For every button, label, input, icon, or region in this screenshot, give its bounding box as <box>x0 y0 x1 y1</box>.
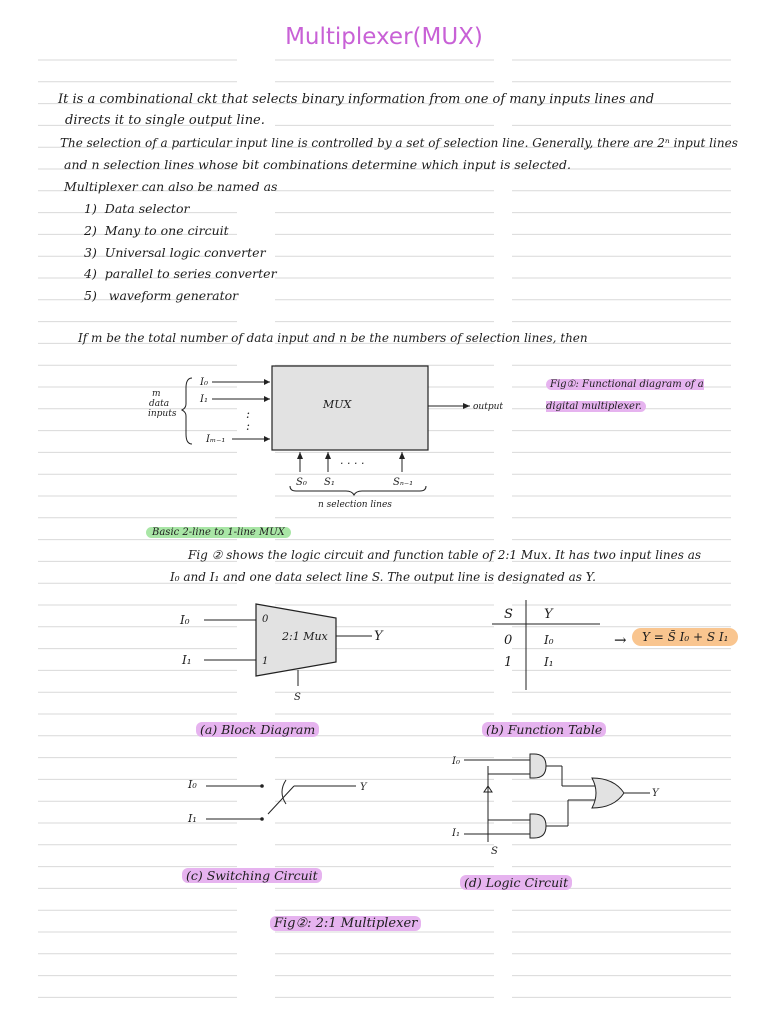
list-item-2: 2) Many to one circuit <box>84 223 229 238</box>
block-s-label: S <box>294 692 301 703</box>
arrowhead-output <box>463 403 470 409</box>
section2-para-1: Fig ② shows the logic circuit and function table of 2:1 Mux. It has two input lines as <box>188 548 702 562</box>
functional-diagram <box>140 360 520 520</box>
and-gate-top <box>530 754 546 778</box>
switching-caption: (c) Switching Circuit <box>182 868 322 883</box>
table-header-y: Y <box>544 607 553 622</box>
input-brace <box>182 378 192 444</box>
switch-y-label: Y <box>360 782 367 793</box>
switching-circuit <box>182 770 382 840</box>
arrowhead-i0 <box>264 379 270 385</box>
table-row-1-s: 0 <box>504 633 513 648</box>
list-item-3: 3) Universal logic converter <box>84 245 266 260</box>
table-row-2-y: I₁ <box>544 655 554 669</box>
input-i0-label: I₀ <box>200 377 208 388</box>
list-item-4: 4) parallel to series converter <box>84 266 277 281</box>
arrowhead-i1 <box>264 396 270 402</box>
logic-caption: (d) Logic Circuit <box>460 875 572 890</box>
list-item-1: 1) Data selector <box>84 201 190 216</box>
switch-i1-contact <box>260 817 264 821</box>
logic-y-label: Y <box>652 788 659 799</box>
function-table <box>492 598 612 694</box>
input-group-label-m: m <box>152 389 161 399</box>
function-table-caption: (b) Function Table <box>482 722 606 737</box>
list-item-5: 5) waveform generator <box>84 288 239 303</box>
arrowhead-s1 <box>325 452 331 459</box>
intro-line-5: Multiplexer can also be named as <box>64 179 278 194</box>
input-i1-label: I₁ <box>200 394 208 405</box>
selection-lines-label: n selection lines <box>318 500 392 510</box>
block-i0-label: I₀ <box>180 613 190 627</box>
logic-i0-label: I₀ <box>452 756 460 767</box>
switch-i0-contact <box>260 784 264 788</box>
switch-i1-label: I₁ <box>188 812 197 825</box>
logic-s-label: S <box>491 846 498 857</box>
mux-equation: Y = S̄ I₀ + S I₁ <box>632 630 738 644</box>
block-diagram-caption: (a) Block Diagram <box>196 722 319 737</box>
arrowhead-sn <box>399 452 405 459</box>
table-header-s: S <box>504 607 513 622</box>
block-i1-label: I₁ <box>182 653 192 667</box>
switch-i0-label: I₀ <box>188 778 197 791</box>
intro-line-4: and n selection lines whose bit combinations determine which input is selected. <box>64 157 571 172</box>
fig1-caption: Fig①: Functional diagram of a digital multiplexer. <box>546 379 704 412</box>
section2-para-2: I₀ and I₁ and one data select line S. The output line is designated as Y. <box>170 570 596 584</box>
horizontal-dots: . . . . <box>340 454 365 467</box>
select-sn-label: Sₙ₋₁ <box>393 477 414 488</box>
or-gate <box>592 778 624 808</box>
select-s0-label: S₀ <box>296 477 307 488</box>
switch-arm <box>268 786 294 814</box>
block-diagram <box>176 596 416 708</box>
logic-circuit <box>446 748 676 858</box>
page-title: Multiplexer(MUX) <box>285 24 483 50</box>
block-pin1: 1 <box>262 656 269 667</box>
input-group-label-inputs: inputs <box>148 409 177 419</box>
fig2-caption: Fig②: 2:1 Multiplexer <box>270 916 421 931</box>
and-gate-bottom <box>530 814 546 838</box>
table-row-2-s: 1 <box>504 655 513 670</box>
intro-line-2: directs it to single output line. <box>65 113 265 128</box>
logic-i1-label: I₁ <box>452 828 460 839</box>
output-label: output <box>473 402 504 412</box>
equation-arrow: → <box>614 631 627 649</box>
table-row-1-y: I₀ <box>544 633 554 647</box>
vertical-dots-2: : <box>246 419 251 433</box>
intro-line-3: The selection of a particular input line is controlled by a set of selection line. Generally, there are 2ⁿ input lines <box>60 136 738 150</box>
input-im-label: Iₘ₋₁ <box>206 434 226 445</box>
arrowhead-s0 <box>297 452 303 459</box>
mux-box-label: MUX <box>323 398 352 411</box>
block-y-label: Y <box>374 629 383 644</box>
intro-line-1: It is a combinational ckt that selects binary information from one of many inputs lines and <box>58 92 655 107</box>
input-group-label-data: data <box>149 399 170 409</box>
select-s1-label: S₁ <box>324 477 335 488</box>
vertical-dots: : <box>246 407 251 421</box>
section2-heading: Basic 2-line to 1-line MUX <box>146 527 291 538</box>
block-mux-label: 2:1 Mux <box>282 630 328 643</box>
arrowhead-im <box>264 436 270 442</box>
block-pin0: 0 <box>262 614 269 625</box>
switch-rotation-arrow <box>282 780 286 804</box>
if-line: If m be the total number of data input and n be the numbers of selection lines, then <box>78 331 588 345</box>
